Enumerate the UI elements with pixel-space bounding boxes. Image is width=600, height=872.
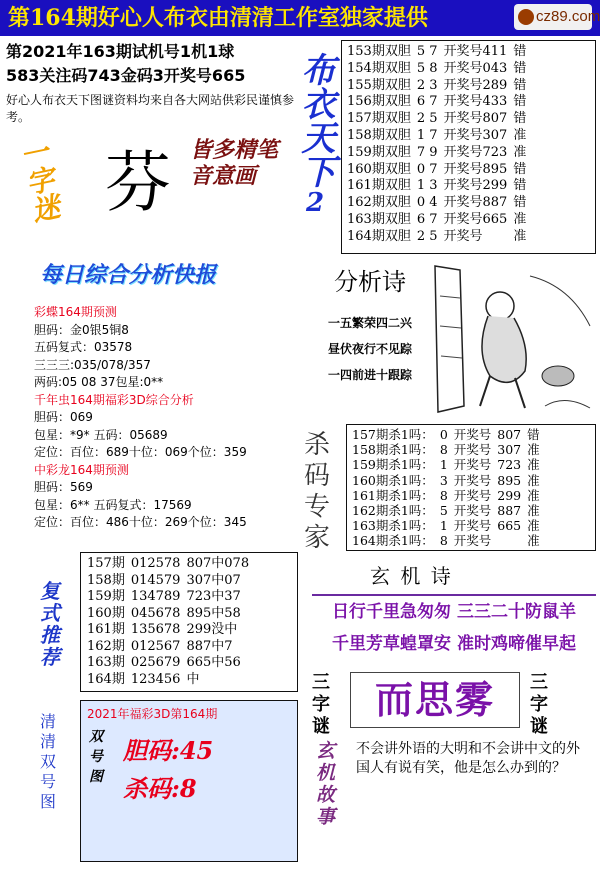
compound-issue: 162期 [87,638,125,654]
compound-row [84,556,252,573]
double-side-label: 清清双号图 [40,712,57,811]
compound-code: 123456 [130,671,181,687]
daily-s1-line: 胆码：金0银5铜8 [34,322,129,337]
compound-result: 723中37 [186,589,241,604]
riddle-right: 三字谜 [530,672,548,737]
history-prize: 开奖号895 [443,161,508,177]
history-digits: 6 7 [416,211,438,227]
history-prize: 开奖号411 [443,44,508,59]
kill-row [349,503,543,518]
history-result: 准 [513,211,527,227]
logo-text: cz89.com [536,8,600,25]
brand-name: 布衣天下 [295,52,335,188]
history-row [344,111,529,128]
compound-row [84,606,252,623]
kill-row [349,457,543,472]
kill-num: 8 [439,442,448,458]
kill-issue: 158期杀1吗： [352,442,434,458]
history-row [344,212,529,229]
history-result: 错 [513,195,527,211]
compound-code: 012567 [130,638,181,654]
kill-val: 887 [497,503,522,519]
history-result: 错 [513,77,527,93]
history-issue: 161期双胆 [347,178,411,194]
history-digits: 7 9 [416,144,438,160]
kill-issue: 157期杀1吗： [352,427,434,442]
compound-code: 012578 [130,556,181,571]
compound-code: 135678 [130,622,181,637]
compound-issue: 161期 [87,622,125,637]
compound-result: 895中58 [186,605,241,621]
poem-line: 一四前进十跟踪 [327,368,412,382]
history-issue: 153期双胆 [347,44,411,59]
xuanji-line-2: 千里芳草蝗罩安 准时鸡啼催早起 [332,634,576,654]
history-issue: 162期双胆 [347,195,411,211]
compound-row [84,672,252,689]
kill-issue: 159期杀1吗： [352,457,434,473]
kill-val: 807 [497,427,522,442]
double-dan: 胆码:45 [123,736,214,765]
analysis-poem [305,262,435,412]
kill-row [349,518,543,533]
trial-line-2: 583关注码743金码3开奖号665 [6,66,246,85]
history-row [344,61,529,78]
puzzle-right-text: 皆多精笔音意画 [190,137,279,189]
history-table [341,40,596,254]
riddle-left: 三字谜 [312,672,330,737]
history-result: 准 [513,144,527,160]
compound-result: 307中07 [186,572,241,588]
daily-title: 每日综合分析快报 [40,262,217,288]
history-result: 错 [513,94,527,110]
history-issue: 155期双胆 [347,77,411,93]
compound-result: 665中56 [186,655,241,670]
history-prize: 开奖号433 [443,94,508,110]
kill-num: 3 [439,472,448,488]
history-digits: 0 4 [416,195,438,211]
kill-result: 准 [527,503,540,519]
daily-s1-title: 彩蝶164期预测 [34,305,117,319]
compound-code: 025679 [130,655,181,670]
kill-prize: 开奖号 [453,427,492,442]
history-row [344,78,529,95]
history-result: 错 [513,111,527,127]
kill-result: 准 [527,457,540,473]
kill-val: 299 [497,487,522,503]
history-issue: 160期双胆 [347,161,411,177]
history-prize: 开奖号665 [443,211,508,227]
compound-code: 014579 [130,572,181,588]
puzzle-area [13,135,285,250]
poem-line: 昼伏夜行不见踪 [327,342,412,356]
daily-s1-line: 两码:05 08 37包星:0** [34,375,164,389]
history-prize: 开奖号043 [443,60,508,76]
kill-prize: 开奖号 [453,442,492,458]
history-issue: 159期双胆 [347,144,411,160]
story-label: 玄机故事 [316,740,336,828]
compound-result: 299没中 [186,622,238,637]
history-prize: 开奖号307 [443,127,508,143]
history-row [344,162,529,179]
daily-s3-title: 中彩龙164期预测 [34,462,129,477]
daily-s2-line: 包星：*9* 五码：05689 [34,427,168,442]
kill-result: 准 [527,472,540,488]
kill-result: 错 [527,427,540,442]
compound-issue: 163期 [87,655,125,670]
compound-result: 887中7 [186,638,233,654]
kill-issue: 161期杀1吗： [352,487,434,503]
history-result: 错 [513,44,527,59]
daily-s3-line: 包星：6** 五码复式：17569 [34,497,192,512]
xuanji-title: 玄 机 诗 [370,564,453,588]
brand-number: 2 [305,188,325,218]
compound-issue: 157期 [87,556,125,571]
page-header [0,0,600,36]
history-digits: 1 3 [416,178,438,194]
double-box [80,700,298,862]
history-digits: 2 3 [416,77,438,93]
history-issue: 154期双胆 [347,60,411,76]
double-box-title: 2021年福彩3D第164期 [87,707,218,721]
history-prize: 开奖号807 [443,111,508,127]
double-box-side: 双号图 [89,729,103,785]
history-result: 错 [513,60,527,76]
daily-s2-line: 定位：百位：689十位：069个位：359 [34,445,247,459]
history-issue: 158期双胆 [347,127,411,143]
history-row [344,94,529,111]
compound-result: 中 [186,671,200,687]
kill-label: 杀码专家 [304,430,331,553]
kill-prize: 开奖号 [453,472,492,488]
compound-code: 045678 [130,605,181,621]
daily-s3-line: 定位：百位：486十位：269个位：345 [34,515,247,529]
history-digits: 5 7 [416,44,438,59]
sketch-figure-icon [430,256,598,418]
history-digits: 2 5 [416,228,438,244]
history-digits: 6 7 [416,94,438,110]
history-prize: 开奖号289 [443,77,508,93]
compound-table [80,552,298,692]
poem-line: 一五繁荣四二兴 [327,316,412,330]
kill-val: 307 [497,442,522,458]
kill-num: 5 [439,503,448,519]
kill-row [349,533,543,548]
daily-analysis [34,258,304,292]
story-text: 不会讲外语的大明和不会讲中文的外国人有说有笑，他是怎么办到的？ [356,741,580,776]
history-digits: 5 8 [416,60,438,76]
daily-sections [34,304,314,532]
double-sha: 杀码:8 [123,774,197,803]
history-result: 准 [513,228,527,244]
puzzle-char: 芬 [105,144,171,221]
history-result: 错 [513,161,527,177]
history-result: 错 [513,178,527,194]
kill-prize: 开奖号 [453,533,492,549]
history-digits: 0 7 [416,161,438,177]
kill-row [349,427,543,442]
site-logo[interactable] [514,4,600,30]
history-issue: 163期双胆 [347,211,411,227]
kill-issue: 162期杀1吗： [352,503,434,519]
compound-issue: 164期 [87,671,125,687]
kill-row [349,488,543,503]
daily-s1-line: 五码复式：03578 [34,340,133,354]
kill-result: 准 [527,487,540,503]
kill-num: 1 [439,518,448,534]
compound-row [84,589,252,606]
history-prize: 开奖号723 [443,144,508,160]
history-digits: 1 7 [416,127,438,143]
riddle-box [350,672,520,728]
history-row [344,229,529,246]
history-row [344,128,529,145]
history-row [344,145,529,162]
xuanji-line-1: 日行千里急匆匆 三三二十防鼠羊 [332,602,576,622]
compound-issue: 159期 [87,589,125,604]
kill-issue: 163期杀1吗： [352,518,434,534]
history-issue: 156期双胆 [347,94,411,110]
kill-val [494,533,524,548]
riddle-main: 而思雾 [374,678,495,722]
history-row [344,195,529,212]
history-result: 准 [513,127,527,143]
kill-prize: 开奖号 [453,487,492,503]
kill-val: 895 [497,472,522,488]
compound-code: 134789 [130,589,181,604]
compound-issue: 158期 [87,572,125,588]
trial-note: 好心人布衣天下图谜资料均来自各大网站供彩民谨慎参考。 [6,93,295,124]
kill-num: 0 [439,427,448,442]
history-issue: 164期双胆 [347,228,411,244]
daily-s2-title: 千年虫164期福彩3D综合分析 [34,392,194,407]
brand-column [290,52,340,237]
compound-row [84,655,252,672]
kill-val: 723 [497,457,522,473]
history-prize: 开奖号 [443,228,483,244]
kill-num: 8 [439,487,448,503]
kill-result: 准 [527,442,540,458]
kill-row [349,473,543,488]
history-issue: 157期双胆 [347,111,411,127]
kill-val: 665 [497,518,522,534]
puzzle-left-label: 一字迷 [13,136,64,226]
compound-row [84,622,252,639]
kill-table [346,424,596,551]
kill-result: 准 [527,518,540,534]
compound-label: 复式推荐 [40,579,60,669]
compound-row [84,639,252,656]
kill-issue: 160期杀1吗： [352,472,434,488]
history-digits: 2 5 [416,111,438,127]
xuanji-box [312,594,596,670]
history-prize: 开奖号887 [443,195,508,211]
poem-title: 分析诗 [334,268,406,296]
kill-num: 8 [439,533,448,549]
kill-result: 准 [527,533,540,549]
kill-prize: 开奖号 [453,503,492,519]
compound-row [84,573,252,590]
compound-issue: 160期 [87,605,125,621]
trial-line-1: 第2021年163期试机号1机1球 [6,42,235,61]
kill-prize: 开奖号 [453,457,492,473]
daily-s2-line: 胆码：069 [34,410,93,424]
logo-icon [518,9,534,25]
kill-row [349,442,543,457]
kill-issue: 164期杀1吗： [352,533,434,549]
kill-prize: 开奖号 [453,518,492,534]
poem-illustration [430,256,598,418]
compound-result: 807中078 [186,556,250,571]
history-row [344,178,529,195]
kill-num: 1 [439,457,448,473]
daily-s1-line: 三三三:035/078/357 [34,357,151,372]
daily-s3-line: 胆码：569 [34,480,93,494]
history-row [344,44,529,61]
history-prize: 开奖号299 [443,178,508,194]
page-title: 第164期好心人布衣由清清工作室独家提供 [8,5,428,31]
